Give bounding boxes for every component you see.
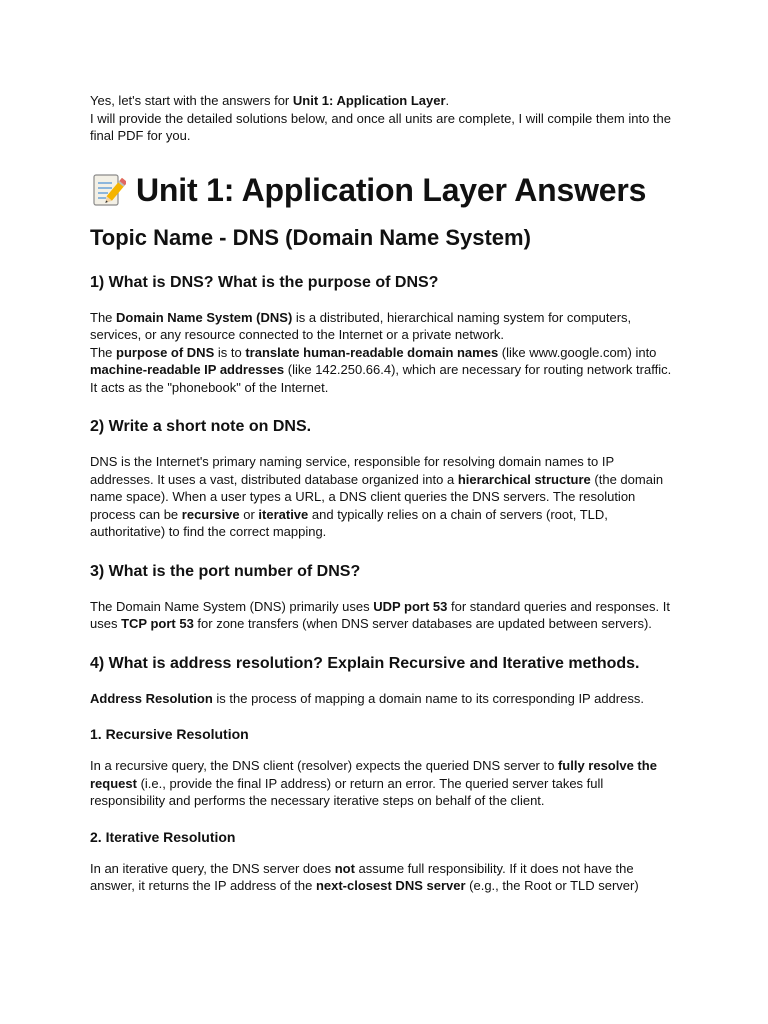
text-run: and typically relies on a chain of servers (root, TLD, authoritative) to find the correct mapping. [90, 506, 608, 539]
text-run: In a recursive query, the DNS client (resolver) expects the queried DNS server to [90, 758, 558, 773]
page-title-text: Unit 1: Application Layer Answers [136, 171, 647, 208]
text-run: DNS is the Internet's primary naming service, responsible for resolving domain names to IP addresses. It uses a vast, distributed database organized into a [90, 454, 614, 487]
bold-run: iterative [258, 506, 309, 522]
intro-text: . [445, 93, 450, 108]
text-run: The Domain Name System (DNS) primarily uses [90, 598, 374, 614]
question-1-heading: 1) What is DNS? What is the purpose of DNS? [90, 273, 439, 291]
paragraph [90, 344, 680, 397]
bold-run: TCP port 53 [121, 616, 194, 631]
bold-run: not [334, 860, 355, 876]
bold-run: Address Resolution [90, 690, 213, 706]
intro-block [90, 92, 680, 145]
iterative-resolution-heading: 2. Iterative Resolution [90, 828, 236, 845]
intro-line-2: I will provide the detailed solutions below, and once all units are complete, I will compile them into the final PDF for you. [90, 110, 671, 143]
text-run: for zone transfers (when DNS server databases are updated between servers). [193, 616, 652, 631]
page-title [90, 171, 680, 209]
paragraph [90, 453, 680, 541]
bold-run: recursive [181, 506, 240, 522]
question-2-answer [90, 453, 680, 541]
intro-line-1 [90, 92, 680, 110]
text-run: (i.e., provide the final IP address) or return an error. The queried server takes full responsibility and performs the necessary iterative steps on behalf of the client. [90, 775, 604, 808]
text-run: The [90, 344, 117, 360]
bold-run: fully resolve the request [90, 758, 657, 791]
bold-run: translate human-readable domain names [245, 344, 499, 360]
topic-heading: Topic Name - DNS (Domain Name System) [90, 224, 531, 250]
bold-run: Domain Name System (DNS) [116, 309, 293, 325]
bold-run: next-closest DNS server [315, 878, 466, 893]
question-1-answer [90, 309, 680, 397]
bold-run: UDP port 53 [373, 598, 448, 614]
intro-text: Yes, let's start with the answers for [90, 93, 293, 108]
paragraph [90, 757, 680, 810]
memo-icon [90, 172, 126, 208]
text-run: (e.g., the Root or TLD server) [465, 878, 639, 893]
paragraph [90, 598, 680, 633]
text-run: In an iterative query, the DNS server does [90, 860, 335, 876]
recursive-resolution-heading: 1. Recursive Resolution [90, 726, 249, 742]
recursive-resolution-text [90, 757, 680, 810]
text-run: for standard queries and responses. It uses [90, 598, 670, 631]
intro-bold-unit: Unit 1: Application Layer [292, 93, 446, 108]
text-run: The [90, 309, 117, 325]
text-run: or [239, 506, 259, 522]
text-run: is to [214, 344, 246, 360]
text-run: is the process of mapping a domain name to its corresponding IP address. [212, 690, 644, 706]
question-4-heading: 4) What is address resolution? Explain Recursive and Iterative methods. [90, 654, 640, 672]
document-content [90, 92, 680, 895]
text-run: (like 142.250.66.4), which are necessary for routing network traffic. It acts as the "phonebook" of the Internet. [90, 362, 672, 395]
question-2-heading: 2) Write a short note on DNS. [90, 418, 312, 435]
bold-run: purpose of DNS [116, 344, 215, 360]
bold-run: machine-readable IP addresses [90, 362, 285, 377]
question-3-answer [90, 598, 680, 633]
paragraph [90, 690, 680, 708]
text-run: assume full responsibility. If it does not have the answer, it returns the IP address of the [90, 860, 634, 893]
paragraph [90, 309, 680, 344]
text-run: is a distributed, hierarchical naming system for computers, services, or any resource connected to the Internet or a private network. [90, 309, 632, 342]
bold-run: hierarchical structure [457, 471, 591, 487]
question-4-answer [90, 690, 680, 708]
paragraph [90, 860, 680, 895]
iterative-resolution-text [90, 860, 680, 895]
text-run: (like www.google.com) into [498, 344, 657, 360]
question-3-heading: 3) What is the port number of DNS? [90, 562, 361, 580]
text-run: (the domain name space). When a user types a URL, a DNS client queries the DNS servers. The resolution process can be [90, 471, 664, 522]
